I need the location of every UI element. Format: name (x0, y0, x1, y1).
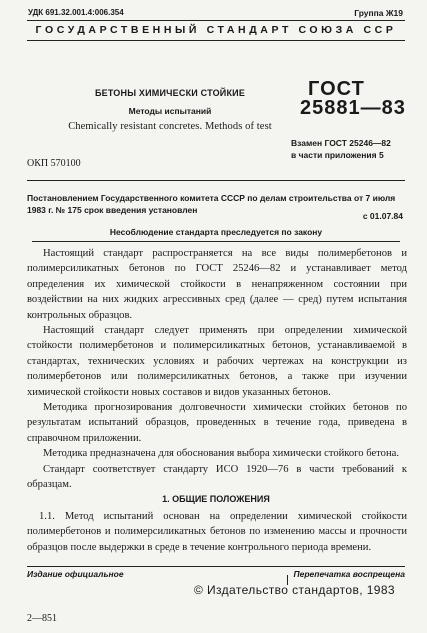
state-standard-heading: ГОСУДАРСТВЕННЫЙ СТАНДАРТ СОЮЗА ССР (35, 24, 397, 36)
body-paragraph-3: Методика прогнозирования долговечности химически стойких бетонов по результатам испытаний образцов, проведенных в течение года, приведена в справочном приложении. (27, 402, 407, 444)
replaces-line2: в части приложения 5 (291, 150, 384, 160)
section-text (27, 509, 407, 555)
title-block (60, 88, 280, 132)
header-rule-bottom (27, 40, 405, 41)
section-title: 1. ОБЩИЕ ПОЛОЖЕНИЯ (162, 494, 270, 504)
penalty-note: Несоблюдение стандарта преследуется по закону (109, 227, 323, 237)
body-paragraph-5: Стандарт соответствует стандарту ИСО 1920—76 в части требований к образцам. (27, 463, 407, 491)
body-paragraph-1: Настоящий стандарт распространяется на все виды полимербетонов и полимерсиликатных бетонов по ГОСТ 25246—82 и устанавливает метод определения их химической стойкости в ненапряженном состоянии при воздействии на них жидких агрессивных сред (далее — сред) путем испытания контрольных образцов. (27, 248, 407, 321)
gost-number: 25881—83 (300, 97, 406, 119)
footer-rule (27, 566, 405, 567)
body-text (27, 246, 407, 493)
okp-rule (27, 180, 405, 181)
body-paragraph-2: Настоящий стандарт следует применять при определении химической стойкости полимербетонов и полимерсиликатных бетонов, устанавливаемой в стандартах, технических условиях и рабочих чертежах на конструкции из полимербетонов или полимерсиликатных бетонов, а также при изучении химической стойкости новых составов и видов указанных бетонов. (27, 325, 407, 398)
body-paragraph-4: Методика предназначена для обоснования выбора химически стойкого бетона. (43, 448, 399, 460)
decree-rule (32, 241, 400, 242)
replaces-note (291, 137, 391, 161)
section-paragraph-1: 1.1. Метод испытаний основан на определении химической стойкости полимербетонов и полимерсиликатных бетонов по изменению массы и прочности образцов после выдержки в среде в течение контрольного периода времени. (27, 511, 407, 553)
title-ru: БЕТОНЫ ХИМИЧЕСКИ СТОЙКИЕ (94, 88, 246, 98)
official-edition: Издание официальное (27, 569, 124, 579)
decree-text: Постановлением Государственного комитета СССР по делам строительства от 7 июля 1983 г. № 175 срок введения установлен (27, 193, 396, 215)
udk-code: УДК 691.32.001.4:006.354 (28, 8, 124, 17)
print-code: 2—851 (27, 613, 57, 624)
header-rule-top (27, 20, 405, 21)
title-en: Chemically resistant concretes. Methods of test (68, 121, 272, 132)
replaces-line1: Взамен ГОСТ 25246—82 (291, 138, 391, 148)
effective-date: с 01.07.84 (362, 211, 403, 221)
reprint-notice: Перепечатка воспрещена (293, 569, 405, 579)
gost-label: ГОСТ (308, 78, 365, 100)
copyright: © Издательство стандартов, 1983 (194, 583, 396, 597)
okp-code: ОКП 570100 (27, 158, 81, 169)
subtitle-ru: Методы испытаний (128, 106, 212, 116)
group-code: Группа Ж19 (354, 8, 403, 18)
